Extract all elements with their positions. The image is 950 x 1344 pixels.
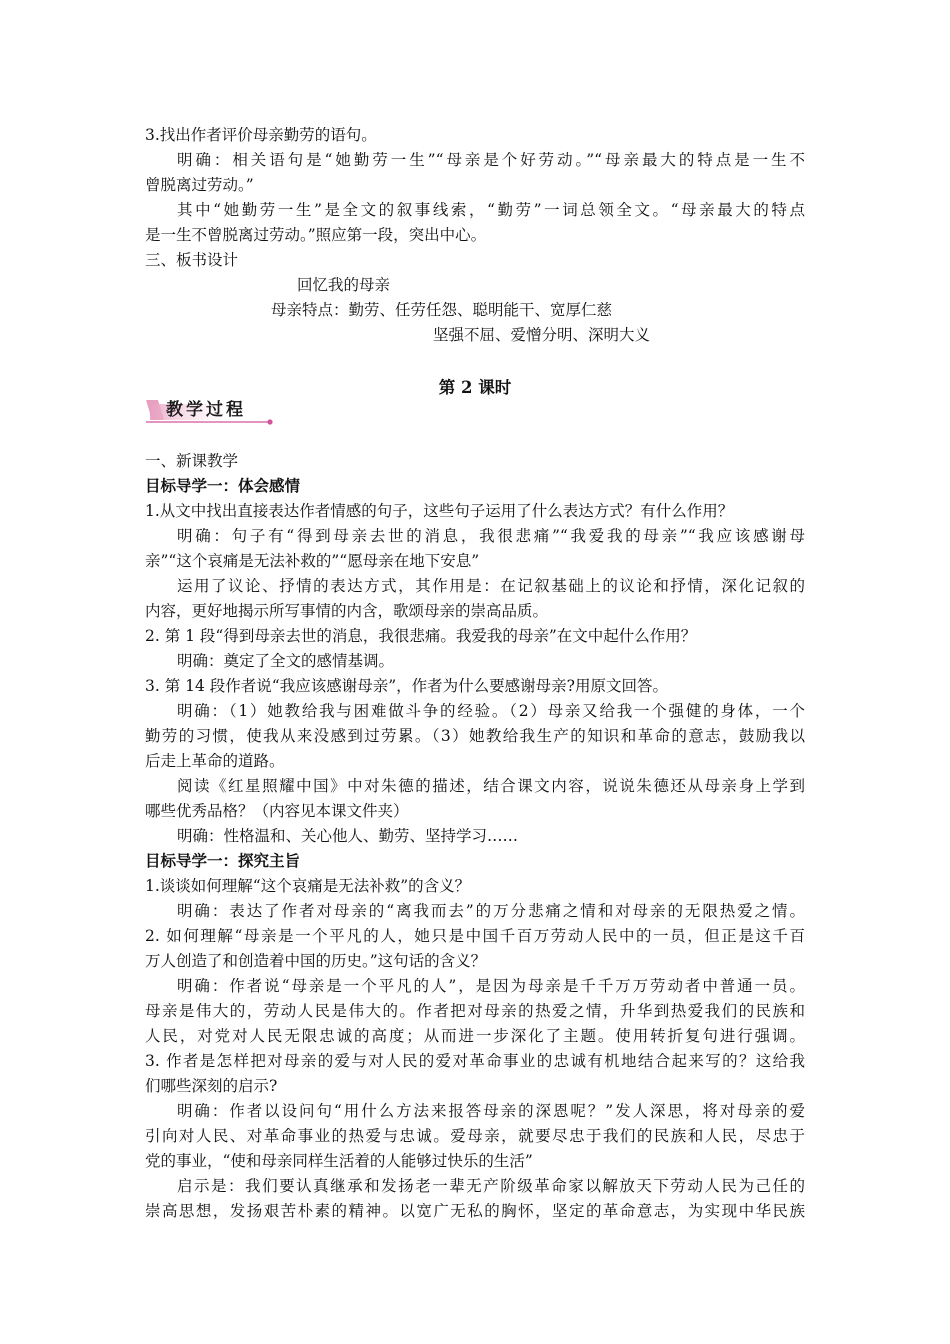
section-banner xyxy=(144,398,278,426)
paragraph-line: 曾脱离过劳动。” xyxy=(145,176,254,194)
paragraph-line: 明确：句子有“得到母亲去世的消息，我很悲痛”“我爱我的母亲”“我应该感谢母 xyxy=(177,527,805,545)
subheading: 目标导学一：探究主旨 xyxy=(145,851,301,870)
paragraph-line: 阅读《红星照耀中国》中对朱德的描述，结合课文内容，说说朱德还从母亲身上学到 xyxy=(177,777,805,795)
paragraph-line: 明确：相关语句是“她勤劳一生”“母亲是个好劳动。”“母亲最大的特点是一生不 xyxy=(177,151,805,169)
paragraph-line: 人民，对党对人民无限忠诚的高度；从而进一步深化了主题。使用转折复句进行强调。 xyxy=(145,1027,805,1045)
paragraph-line: 引向对人民、对革命事业的热爱与忠诚。爱母亲，就要尽忠于我们的民族和人民，尽忠于 xyxy=(145,1127,805,1145)
paragraph-line: 是一生不曾脱离过劳动。”照应第一段，突出中心。 xyxy=(145,226,487,244)
paragraph-line: 启示是：我们要认真继承和发扬老一辈无产阶级革命家以解放天下劳动人民为己任的 xyxy=(177,1177,805,1195)
paragraph-line: 哪些优秀品格？（内容见本课文件夹） xyxy=(145,802,409,820)
paragraph-line: 崇高思想，发扬艰苦朴素的精神。以宽广无私的胸怀，坚定的革命意志，为实现中华民族 xyxy=(145,1202,805,1220)
question-line: 万人创造了和创造着中国的历史。”这句话的含义？ xyxy=(145,952,487,970)
paragraph-line: 母亲是伟大的，劳动人民是伟大的。作者把对母亲的热爱之情，升华到热爱我们的民族和 xyxy=(145,1002,805,1020)
board-title: 回忆我的母亲 xyxy=(297,276,391,294)
board-line: 母亲特点：勤劳、任劳任怨、聪明能干、宽厚仁慈 xyxy=(271,301,613,319)
question-line: 1.谈谈如何理解“这个哀痛是无法补救”的含义？ xyxy=(145,877,471,895)
paragraph-line: 明确：（1）她教给我与困难做斗争的经验。（2）母亲又给我一个强健的身体，一个 xyxy=(177,702,805,720)
paragraph-line: 内容，更好地揭示所写事情的内含，歌颂母亲的崇高品质。 xyxy=(145,602,549,620)
paragraph-line: 勤劳的习惯，使我从来没感到过劳累。（3）她教给我生产的知识和革命的意志，鼓励我以 xyxy=(145,727,805,745)
paragraph-line: 明确：性格温和、关心他人、勤劳、坚持学习…… xyxy=(177,827,519,845)
paragraph-line: 运用了议论、抒情的表达方式，其作用是：在记叙基础上的议论和抒情，深化记叙的 xyxy=(177,577,805,595)
paragraph-line: 后走上革命的道路。 xyxy=(145,752,285,770)
paragraph-line: 明确：作者以设问句“用什么方法来报答母亲的深恩呢？”发人深思，将对母亲的爱 xyxy=(177,1102,805,1120)
paragraph-line: 3.找出作者评价母亲勤劳的语句。 xyxy=(145,126,377,144)
question-line: 3. 第 14 段作者说“我应该感谢母亲”，作者为什么要感谢母亲?用原文回答。 xyxy=(145,677,668,695)
question-line: 2. 第 1 段“得到母亲去世的消息，我很悲痛。我爱我的母亲”在文中起什么作用？ xyxy=(145,627,697,645)
lesson-title: 第 2 课时 xyxy=(438,378,512,397)
board-line: 坚强不屈、爱憎分明、深明大义 xyxy=(433,326,651,344)
section-heading: 三、板书设计 xyxy=(145,251,239,269)
banner-label: 教学过程 xyxy=(166,400,246,420)
question-line: 1.从文中找出直接表达作者情感的句子，这些句子运用了什么表达方式？有什么作用？ xyxy=(145,502,734,520)
question-line: 3. 作者是怎样把对母亲的爱与对人民的爱对革命事业的忠诚有机地结合起来写的？这给我 xyxy=(145,1052,805,1070)
paragraph-line: 党的事业，“使和母亲同样生活着的人能够过快乐的生活” xyxy=(145,1152,533,1170)
section-heading: 一、新课教学 xyxy=(145,452,239,470)
paragraph-line: 明确：作者说“母亲是一个平凡的人”，是因为母亲是千千万万劳动者中普通一员。 xyxy=(177,977,805,995)
question-line: 2. 如何理解“母亲是一个平凡的人，她只是中国千百万劳动人民中的一员，但正是这千百 xyxy=(145,927,805,945)
subheading: 目标导学一：体会感情 xyxy=(145,476,301,495)
paragraph-line: 明确：表达了作者对母亲的“离我而去”的万分悲痛之情和对母亲的无限热爱之情。 xyxy=(177,902,805,920)
paragraph-line: 其中“她勤劳一生”是全文的叙事线索，“勤劳”一词总领全文。“母亲最大的特点 xyxy=(177,201,805,219)
paragraph-line: 亲”“这个哀痛是无法补救的”“愿母亲在地下安息” xyxy=(145,552,480,570)
question-line: 们哪些深刻的启示? xyxy=(145,1077,278,1095)
paragraph-line: 明确：奠定了全文的感情基调。 xyxy=(177,652,395,670)
